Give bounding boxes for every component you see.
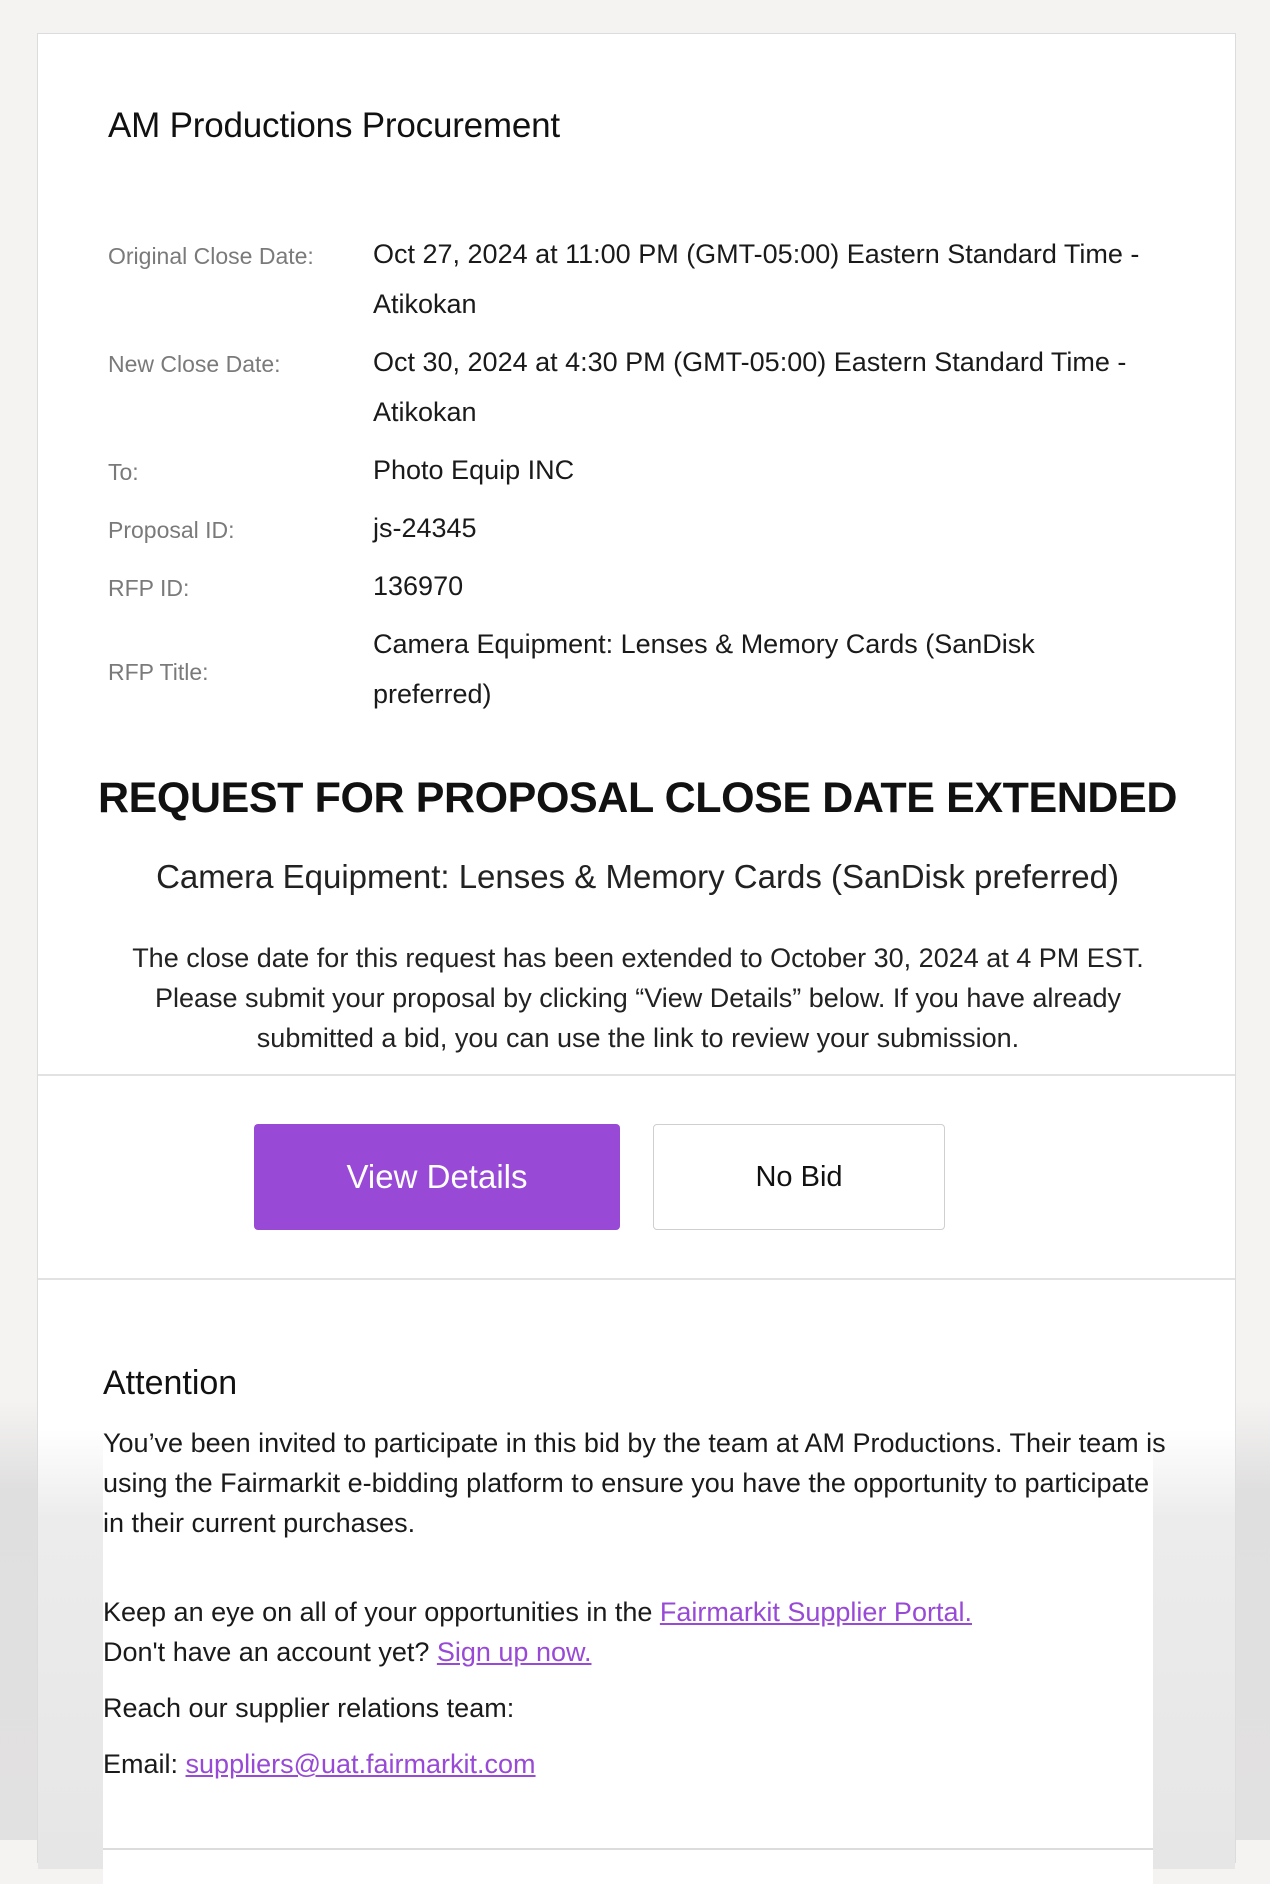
invite-paragraph: You’ve been invited to participate in this bid by the team at AM Productions. Their team is using the Fairmarkit e-bidding platform to ensure you have the opportunity to participate in their current purchases. <box>103 1428 1166 1538</box>
reach-text: Reach our supplier relations team: <box>103 1693 515 1723</box>
announcement-headline: REQUEST FOR PROPOSAL CLOSE DATE EXTENDED <box>97 774 1178 822</box>
portal-paragraph <box>103 1592 1173 1672</box>
sign-up-link[interactable]: Sign up now. <box>436 1637 592 1667</box>
email-label: Email: <box>103 1749 186 1779</box>
support-email-link[interactable]: suppliers@uat.fairmarkit.com <box>185 1749 536 1779</box>
announcement-subhead: Camera Equipment: Lenses & Memory Cards (SanDisk preferred) <box>156 858 1119 895</box>
view-details-button[interactable]: View Details <box>254 1124 620 1230</box>
account-text: Don't have an account yet? <box>103 1637 437 1667</box>
supplier-portal-link[interactable]: Fairmarkit Supplier Portal. <box>659 1597 972 1627</box>
new-close-date-value: Oct 30, 2024 at 4:30 PM (GMT-05:00) Eastern Standard Time - Atikokan <box>373 347 1127 427</box>
email-paragraph <box>103 1744 1173 1784</box>
no-bid-button[interactable]: No Bid <box>653 1124 945 1230</box>
rfp-id-label: RFP ID: <box>108 575 190 601</box>
rfp-title-value: Camera Equipment: Lenses & Memory Cards (SanDisk preferred) <box>373 629 1035 709</box>
original-close-date-value: Oct 27, 2024 at 11:00 PM (GMT-05:00) Eastern Standard Time - Atikokan <box>373 239 1140 319</box>
proposal-id-label: Proposal ID: <box>108 517 235 543</box>
rfp-id-value: 136970 <box>373 571 464 601</box>
new-close-date-label: New Close Date: <box>108 351 281 377</box>
footer-divider <box>103 1848 1153 1850</box>
org-title: AM Productions Procurement <box>108 106 560 145</box>
original-close-date-label: Original Close Date: <box>108 243 314 269</box>
announcement-message: The close date for this request has been extended to October 30, 2024 at 4 PM EST. Please submit your proposal by clicking “View Details” below. If you have already submitted a bid, you can use the link to review your submission. <box>132 943 1144 1053</box>
rfp-title-label: RFP Title: <box>108 659 209 685</box>
portal-text: Keep an eye on all of your opportunities in the <box>103 1597 660 1627</box>
attention-title: Attention <box>103 1364 238 1402</box>
to-value: Photo Equip INC <box>373 455 575 485</box>
divider-top <box>38 1074 1235 1076</box>
proposal-id-value: js-24345 <box>373 513 477 543</box>
to-label: To: <box>108 459 139 485</box>
divider-bottom <box>38 1278 1235 1280</box>
email-card <box>37 33 1236 1863</box>
